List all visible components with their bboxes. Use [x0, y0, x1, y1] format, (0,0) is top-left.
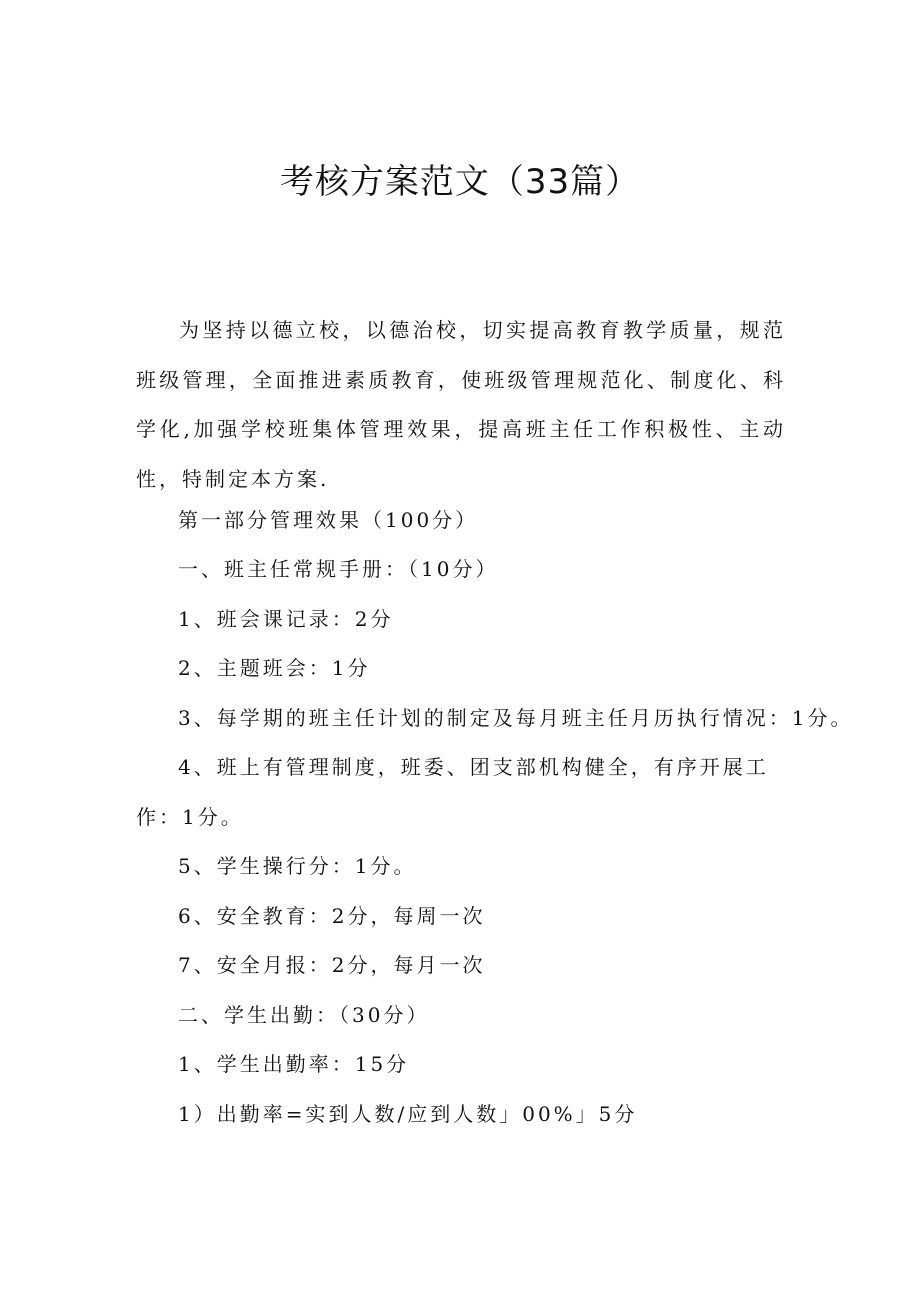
- section-heading-attendance: 二、学生出勤：（30分）: [178, 1003, 430, 1027]
- list-item: 6、安全教育：2分，每周一次: [178, 904, 486, 928]
- list-item: 1、学生出勤率：15分: [178, 1052, 410, 1076]
- list-item: 1、班会课记录：2分: [178, 607, 394, 631]
- list-item: 4、班上有管理制度，班委、团支部机构健全，有序开展工作：1分。: [136, 755, 769, 829]
- list-item: 3、每学期的班主任计划的制定及每月班主任月历执行情况：1分。: [178, 706, 854, 730]
- section-heading-handbook: 一、班主任常规手册：（10分）: [178, 557, 499, 581]
- document-title: 考核方案范文（33篇）: [279, 162, 641, 202]
- list-item: 1）出勤率=实到人数/应到人数」00%」5分: [178, 1102, 638, 1126]
- list-item: 2、主题班会：1分: [178, 656, 371, 680]
- intro-paragraph: 为坚持以德立校，以德治校，切实提高教育教学质量，规范班级管理，全面推进素质教育，使班级管理规范化、制度化、科学化,加强学校班集体管理效果，提高班主任工作积极性、主动性，特制定本方案.: [136, 318, 786, 491]
- section-heading-part-one: 第一部分管理效果（100分）: [178, 508, 479, 532]
- list-item: 7、安全月报：2分，每月一次: [178, 953, 486, 977]
- list-item: 5、学生操行分：1分。: [178, 854, 417, 878]
